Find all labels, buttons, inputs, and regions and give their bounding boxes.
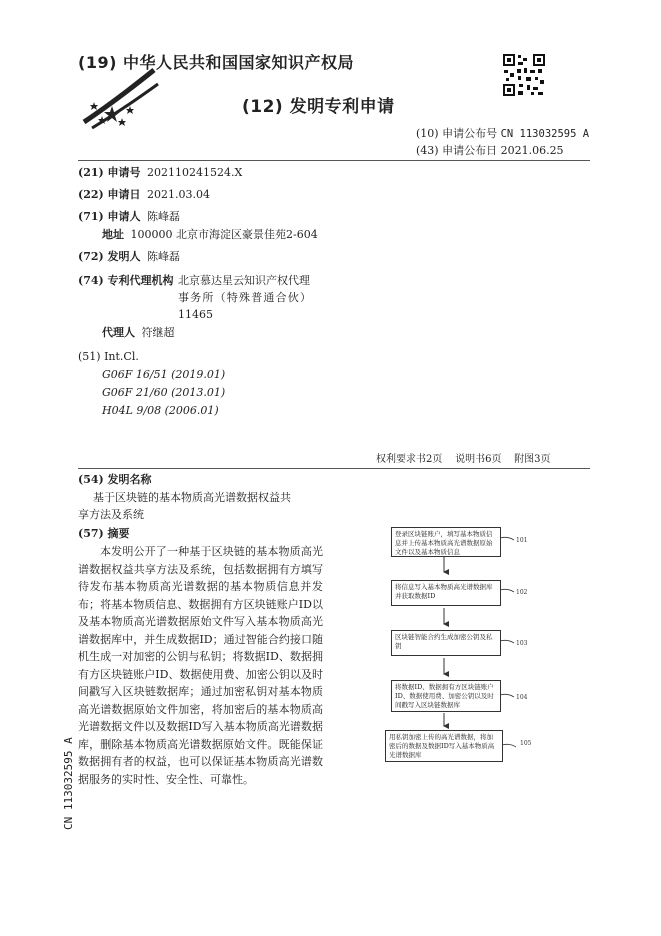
publication-date-label: (43) 申请公布日 — [416, 144, 498, 157]
flow-step-105-number: 105 — [520, 740, 532, 747]
flow-step-101: 登录区块链账户，填写基本物质信息并上传基本物质高光谱数据原始文件以及基本物质信息 — [391, 527, 501, 557]
agency-line-3: 11465 — [178, 308, 213, 321]
inventor-label: (72) 发明人 — [78, 250, 141, 263]
pages-info: 权利要求书2页 说明书6页 附图3页 — [376, 454, 551, 465]
ipc-label: (51) Int.Cl. — [78, 350, 139, 363]
cnipa-logo-icon — [74, 62, 162, 134]
publication-number-value: CN 113032595 A — [500, 128, 590, 140]
inventor — [78, 248, 180, 265]
inventor-value: 陈峰磊 — [147, 250, 181, 263]
application-date-value: 2021.03.04 — [147, 188, 211, 201]
application-date-label: (22) 申请日 — [78, 188, 141, 201]
office-name: (19) 中华人民共和国国家知识产权局 — [78, 53, 354, 72]
title-label: (54) 发明名称 — [78, 473, 152, 486]
address-label: 地址 — [102, 228, 124, 241]
agent-value: 符继超 — [141, 326, 175, 339]
agency-label: (74) 专利代理机构 — [78, 274, 174, 287]
qr-code-icon — [502, 53, 546, 97]
flow-step-101-number: 101 — [516, 537, 528, 544]
publication-date-value: 2021.06.25 — [500, 144, 564, 157]
address — [102, 226, 318, 243]
flow-step-104-number: 104 — [516, 694, 528, 701]
document-type: (12) 发明专利申请 — [242, 97, 395, 117]
agent-label: 代理人 — [102, 326, 135, 339]
application-date — [78, 186, 210, 203]
flow-step-104: 将数据ID、数据拥有方区块链账户ID、数据使用费、加密公钥以及时间戳写入区块链数据库 — [391, 680, 501, 712]
ipc-item-2: G06F 21/60 (2013.01) — [102, 386, 226, 399]
publication-date — [416, 142, 564, 159]
flow-step-102: 将信息写入基本物质高光谱数据库并获取数据ID — [391, 580, 501, 606]
publication-number — [416, 125, 589, 143]
section-divider — [78, 468, 590, 469]
ipc-item-1: G06F 16/51 (2019.01) — [102, 368, 226, 381]
applicant-value: 陈峰磊 — [147, 210, 181, 223]
side-publication-number: CN 113032595 A — [62, 737, 75, 830]
agent — [102, 324, 175, 341]
application-number-label: (21) 申请号 — [78, 166, 141, 179]
flow-step-103-number: 103 — [516, 640, 528, 647]
header-divider — [78, 160, 590, 161]
flow-step-103: 区块链智能合约生成加密公钥及私钥 — [391, 630, 501, 656]
application-number — [78, 164, 242, 181]
ipc-item-3: H04L 9/08 (2006.01) — [102, 404, 219, 417]
applicant — [78, 208, 180, 225]
flow-step-105: 用私钥加密上传的高光谱数据，将加密后的数据及数据ID写入基本物质高光谱数据库 — [385, 730, 503, 762]
applicant-label: (71) 申请人 — [78, 210, 141, 223]
publication-number-label: (10) 申请公布号 — [416, 127, 498, 140]
agency-line-1: 北京慕达星云知识产权代理 — [178, 274, 310, 287]
flow-step-102-number: 102 — [516, 589, 528, 596]
abstract-label: (57) 摘要 — [78, 527, 130, 540]
invention-title-line-1: 基于区块链的基本物质高光谱数据权益共 — [93, 491, 291, 504]
application-number-value: 202110241524.X — [147, 166, 243, 179]
agency-line-2: 事务所（特殊普通合伙） — [178, 291, 313, 304]
abstract-text: 本发明公开了一种基于区块链的基本物质高光谱数据权益共享方法及系统，包括数据拥有方填写待发布基本物质高光谱数据的基本物质信息并发布；将基本物质信息、数据拥有方区块链账户ID以及基本物质高光谱数据原始文件写入基本物质高光谱数据库中，并生成数据ID；通过智能合约接口随机生成一对加密的公钥与私钥；将数据ID、数据拥有方区块链账户ID、数据使用费、加密公钥以及时间戳写入区块链数据库；通过加密私钥对基本物质高光谱数据原始文件加密，将加密后的基本物质高光谱数据文件以及数据ID写入基本物质高光谱数据库，删除基本物质高光谱数据原始文件。既能保证数据拥有者的权益，也可以保证基本物质高光谱数据服务的实时性、安全性、可靠性。 — [78, 545, 323, 786]
address-value: 100000 北京市海淀区豪景佳苑2-604 — [130, 228, 318, 241]
invention-title-line-2: 享方法及系统 — [78, 508, 144, 521]
